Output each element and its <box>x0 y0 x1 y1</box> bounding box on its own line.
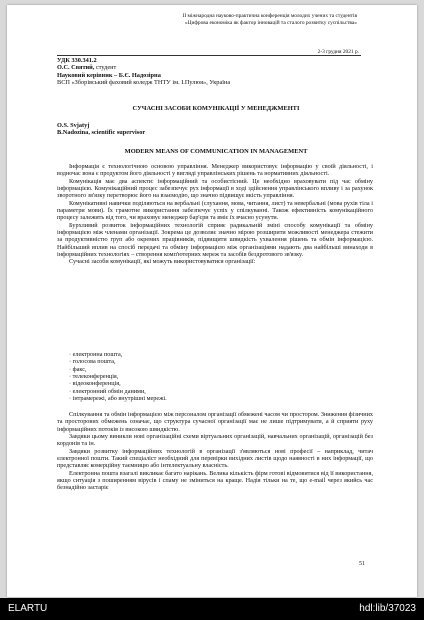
paragraph: Сучасні засоби комунікації, які можуть використовуватися організації: <box>69 258 256 266</box>
udk-code: УДК 330.341.2 <box>57 57 97 64</box>
page-number: 51 <box>359 561 365 567</box>
body-part-1 <box>57 163 373 266</box>
list-item: · відеоконференція, <box>69 380 121 388</box>
repository-name[interactable]: ELARTU <box>8 603 48 614</box>
institution: ВСП «Зборівський фаховий коледж ТНТУ ім. І.Пулюя», Україна <box>57 79 231 87</box>
body-part-2 <box>57 411 373 492</box>
header-rule <box>57 55 361 56</box>
conference-header <box>97 13 357 27</box>
title-en: MODERN MEANS OF COMMUNICATION IN MANAGEMENT <box>124 148 308 155</box>
author-role: студент <box>94 64 117 72</box>
means-list <box>69 351 167 402</box>
author-block-en <box>57 122 375 137</box>
handle-link[interactable]: hdl:lib/37023 <box>359 603 416 614</box>
author-name: О.С. Святий, <box>57 64 95 72</box>
list-item: · електронний обмін даними, <box>69 387 146 395</box>
paragraph: Комунікація має два аспекти: інформаційний та особистісний. Це необхідно враховувати під час обміну інформацією. Комунікаційний процес забезпечує рух інформації в ході здійснення управлінського впливу і за рахунок зворотного зв'язку перетворює його на взаємодію, що значно підвищує якість управління. <box>57 177 373 200</box>
conference-date: 2-3 грудня 2021 р. <box>317 49 359 55</box>
supervisor-en: B.Nadozina, scientific supervisor <box>57 129 146 137</box>
title-ua: СУЧАСНІ ЗАСОБИ КОМУНІКАЦІЇ У МЕНЕДЖМЕНТІ <box>132 105 300 112</box>
repository-footer <box>0 598 424 620</box>
author-block <box>57 57 375 87</box>
list-item: · електронна пошта, <box>69 351 123 358</box>
paragraph: Завдяки розвитку інформаційних технологій в організації з'являються нові професії – наприклад, читач електронної пошти. Такий спеціаліст необхідний для перевірки вихідних листів щодо наявності в них інформації, що представляє комерційну таємницю або інтелектуальну власність. <box>57 447 373 470</box>
list-item: · голосова пошта, <box>69 358 116 366</box>
supervisor: Науковий керівник – Б.Є. Надозірна <box>57 71 161 79</box>
paragraph: Комунікативні навички поділяються на вербальні (слухання, мова, читання, лист) та невербальні (мова рухів тіла і параметри мови). Їх грамотне використання забезпечує успіх у спілкуванні. Також ефективність комунікаційного процесу залежить від того, чи враховує менеджер бар'єри та вміє їх вчасно усунути. <box>57 199 373 222</box>
author-name-en: O.S. Svjatyj <box>57 122 90 129</box>
list-item: · телеконференція, <box>69 373 119 381</box>
list-item: · факс, <box>69 365 87 373</box>
document-page <box>7 5 417 597</box>
paragraph: Спілкування та обмін інформацією між персоналом організації обмежені часом чи простором. Зниження фізичних та просторових обмежень означає, що структура сучасної організації має не лише підтримувати, а й сприяти руху інформаційних потоків із високою швидкістю. <box>57 411 373 433</box>
list-item: · інтрамережі, або внутрішні мережі. <box>69 395 167 403</box>
header-line-2: «Цифрова економіка як фактор інновацій та сталого розвитку суспільства» <box>184 20 357 26</box>
header-line-1: II міжнародна науково-практична конференція молодих учених та студентів <box>182 13 357 19</box>
paragraph: Інформація є технологічною основою управління. Менеджер використовує інформацію у своїй діяльності, і водночас вона є продуктом його діяльності у вигляді управлінських рішень та нормативних діяльності. <box>57 163 373 178</box>
paragraph: Завдяки цьому виникли нові організаційні схеми віртуальних організацій, навчальних організацій, організацій без кордонів та ін. <box>57 433 373 448</box>
paragraph: Електронна пошта взагалі викликає багато нарікань. Велика кількість фірм готові відмовитися від її використання, якщо ситуація з поширенням вірусів і спаму не зміниться на краще. Надія тільки на те, що e-mail через якийсь час безнадійно застаріє <box>57 469 373 492</box>
paragraph: Бурхливий розвиток інформаційних технологій сприяє радикальній зміні способу комунікації та обміну інформацією між членами організації. Зокрема це дозволяє значно мірою розширити можливості менеджера стежити за продуктивністю груп або окремих працівників, підвищити швидкість ухвалення рішень та обмін інформацією. Найбільший вплив на спосіб передачі та обміну інформацією між організаціями надають два найбільші винаходи в інформаційних технологіях – створення комп'ютерних мереж та засобів бездротового зв'язку. <box>57 221 373 259</box>
